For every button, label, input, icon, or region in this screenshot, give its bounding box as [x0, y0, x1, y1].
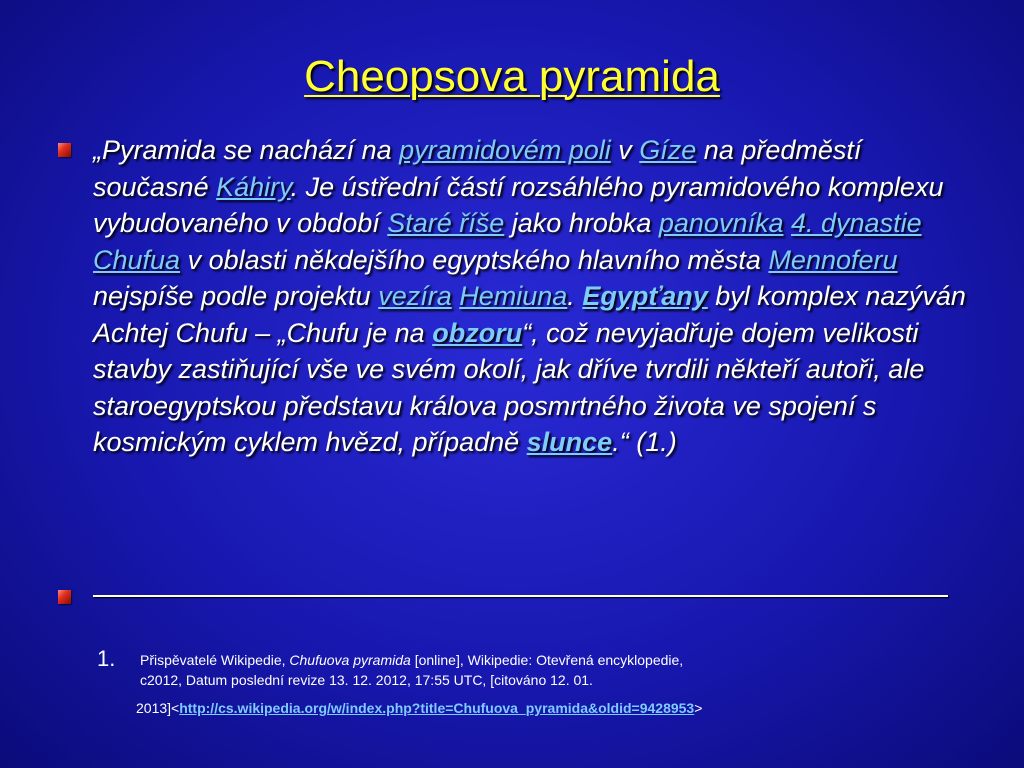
wiki-link[interactable]: slunce: [526, 427, 613, 457]
footnote-line-1: [140, 650, 683, 670]
footnote-line-2: c2012, Datum poslední revize 13. 12. 2012, 17:55 UTC, [citováno 12. 01.: [140, 672, 593, 688]
wiki-link[interactable]: panovníka: [658, 208, 784, 238]
wiki-link[interactable]: Káhiry: [216, 171, 291, 202]
paragraph-text: . Je ústřední částí rozsáhlého pyramidového komplexu vybudovaného v období: [93, 171, 944, 238]
bullet-square-icon: [58, 143, 71, 157]
footnote-text: 2013]<: [136, 700, 180, 716]
wiki-link[interactable]: Staré říše: [387, 208, 505, 238]
slide-title: Cheopsova pyramida: [304, 52, 720, 101]
footnote-line-3: [136, 698, 702, 718]
wiki-link[interactable]: Gíze: [639, 135, 697, 165]
footnote-text: [online], Wikipedie: Otevřená encyklopedie,: [410, 652, 684, 668]
paragraph-text: [783, 208, 791, 238]
wiki-link[interactable]: Chufua: [93, 244, 181, 275]
footnote-text: >: [694, 700, 703, 716]
paragraph-text: .: [567, 281, 583, 311]
paragraph-text: v oblasti někdejšího egyptského hlavního města: [180, 244, 769, 275]
bullet-square-icon: [58, 590, 71, 604]
paragraph-text: nejspíše podle projektu: [93, 281, 379, 311]
paragraph-text: byl komplex nazýván Achtej Chufu – „Chufu je na: [93, 281, 966, 348]
paragraph-text: v: [610, 135, 640, 165]
footnote-url-link[interactable]: http://cs.wikipedia.org/w/index.php?title=Chufuova_pyramida&oldid=9428953: [179, 700, 695, 716]
paragraph-text: jako hrobka: [504, 208, 659, 238]
paragraph-text: “, což nevyjadřuje dojem velikosti stavby zastiňující vše ve svém okolí, jak dříve tvrdili někteří autoři, ale staroegyptskou představu králova posmrtného života ve spojení s kosmickým cyklem hvězd, případně: [93, 317, 925, 457]
wiki-link[interactable]: Egypťany: [582, 281, 708, 311]
wiki-link[interactable]: 4. dynastie: [791, 208, 922, 238]
footnote-number: 1.: [97, 646, 116, 671]
main-paragraph: [93, 132, 973, 461]
footnote-text: Přispěvatelé Wikipedie,: [140, 652, 290, 668]
paragraph-text: „Pyramida se nachází na: [93, 135, 400, 165]
footnote-title: Chufuova pyramida: [289, 652, 411, 668]
wiki-link[interactable]: vezíra: [378, 281, 452, 311]
wiki-link[interactable]: obzoru: [432, 317, 523, 348]
paragraph-text: .“ (1.): [612, 427, 677, 457]
wiki-link[interactable]: pyramidovém poli: [399, 135, 611, 165]
separator-line: [93, 595, 948, 597]
wiki-link[interactable]: Mennoferu: [768, 244, 898, 275]
wiki-link[interactable]: Hemiuna: [459, 281, 568, 311]
paragraph-text: na předměstí současné: [93, 135, 862, 202]
